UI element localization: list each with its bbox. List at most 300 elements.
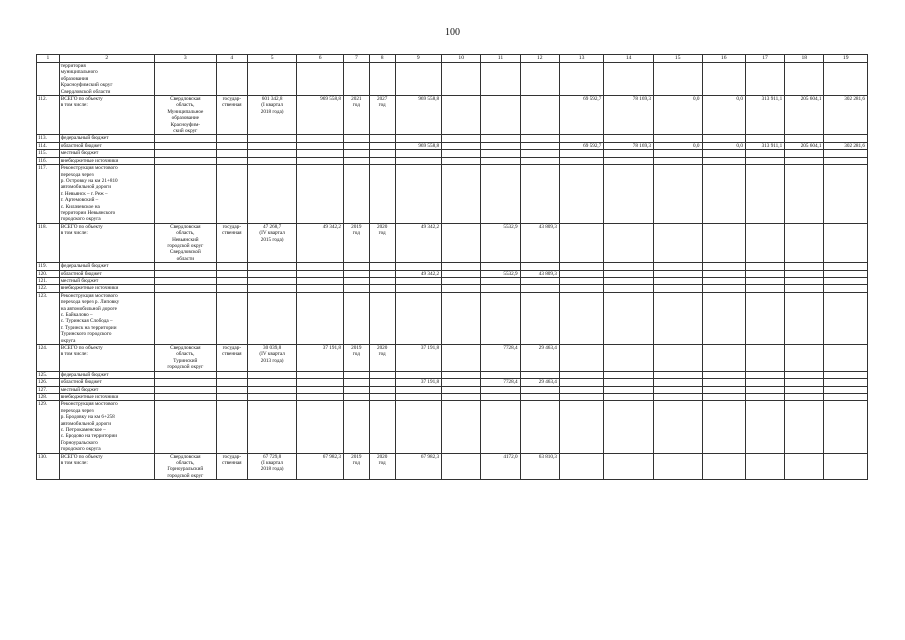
table-cell-c11	[481, 63, 520, 96]
table-cell-c16	[702, 223, 745, 262]
table-cell-n: 124.	[37, 345, 60, 372]
table-cell-c12	[520, 401, 559, 453]
table-cell-c17	[745, 270, 784, 277]
table-cell-c19	[824, 453, 868, 480]
table-cell-c3	[154, 165, 216, 224]
table-cell-c3	[154, 135, 216, 142]
table-cell-c14	[604, 393, 654, 400]
table-cell-c17	[745, 401, 784, 453]
table-cell-c12	[520, 96, 559, 135]
table-header-row	[37, 55, 868, 63]
table-cell-c12: 63 810,3	[520, 453, 559, 480]
table-cell-c9: 37 191,8	[395, 379, 442, 386]
table-cell-c8	[369, 278, 395, 285]
table-cell-c17	[745, 165, 784, 224]
table-cell-c8	[369, 157, 395, 164]
table-cell-c8	[369, 135, 395, 142]
table-row	[37, 285, 868, 292]
table-cell-c14	[604, 263, 654, 270]
table-cell-c18	[785, 165, 824, 224]
table-cell-c5: 47 268,7 (IV квартал 2015 года)	[247, 223, 297, 262]
table-cell-c14	[604, 223, 654, 262]
table-cell-c18	[785, 157, 824, 164]
table-cell-c18	[785, 278, 824, 285]
table-cell-name: территория муниципального образования Красноуфимский округ Свердловской области	[59, 63, 154, 96]
table-cell-name: ВСЕГО по объекту в том числе:	[59, 96, 154, 135]
table-cell-c10	[442, 453, 481, 480]
table-cell-c10	[442, 150, 481, 157]
table-cell-c11: 5532,9	[481, 223, 520, 262]
column-header: 17	[745, 55, 784, 63]
table-cell-c3: Свердловская область, Невьянский городской округ Свердловской области	[154, 223, 216, 262]
table-cell-c16	[702, 285, 745, 292]
table-cell-n: 116.	[37, 157, 60, 164]
table-cell-c14	[604, 157, 654, 164]
table-cell-c16	[702, 371, 745, 378]
table-cell-c4	[216, 150, 247, 157]
table-cell-c4	[216, 379, 247, 386]
table-cell-c13	[559, 292, 603, 344]
table-cell-c5	[247, 379, 297, 386]
table-cell-c18	[785, 263, 824, 270]
table-cell-c12	[520, 263, 559, 270]
table-cell-c3	[154, 270, 216, 277]
table-cell-c5	[247, 150, 297, 157]
table-cell-c15: 0,0	[653, 96, 702, 135]
table-cell-c12	[520, 292, 559, 344]
page-number: 100	[445, 27, 460, 38]
table-cell-c16	[702, 135, 745, 142]
table-cell-c4	[216, 401, 247, 453]
table-cell-c3	[154, 150, 216, 157]
table-cell-c8: 2020 год	[369, 345, 395, 372]
table-cell-c15	[653, 401, 702, 453]
column-header: 6	[297, 55, 344, 63]
table-cell-n: 113.	[37, 135, 60, 142]
column-header: 14	[604, 55, 654, 63]
table-cell-c6: 67 982,3	[297, 453, 344, 480]
table-cell-c13	[559, 165, 603, 224]
table-cell-c6	[297, 270, 344, 277]
table-cell-c10	[442, 345, 481, 372]
table-cell-c7: 2019 год	[343, 223, 369, 262]
table-cell-name: внебюджетные источники	[59, 393, 154, 400]
table-cell-c5	[247, 401, 297, 453]
table-cell-c11	[481, 292, 520, 344]
table-cell-c11	[481, 135, 520, 142]
table-cell-n: 118.	[37, 223, 60, 262]
column-header: 5	[247, 55, 297, 63]
table-cell-c7	[343, 371, 369, 378]
table-cell-c9: 49 342,2	[395, 270, 442, 277]
table-row	[37, 401, 868, 453]
table-cell-c15	[653, 285, 702, 292]
table-cell-c12	[520, 285, 559, 292]
table-cell-c11	[481, 165, 520, 224]
table-row	[37, 150, 868, 157]
table-cell-c14	[604, 150, 654, 157]
table-cell-c17	[745, 223, 784, 262]
table-cell-c19	[824, 165, 868, 224]
table-cell-c12	[520, 142, 559, 149]
table-cell-name: местный бюджет	[59, 150, 154, 157]
table-cell-c15	[653, 150, 702, 157]
table-cell-c11: 4172,0	[481, 453, 520, 480]
table-cell-c16	[702, 165, 745, 224]
table-cell-c17	[745, 157, 784, 164]
table-cell-c14: 78 169,3	[604, 142, 654, 149]
table-cell-c13	[559, 270, 603, 277]
table-cell-c5: 601 342,8 (I квартал 2018 года)	[247, 96, 297, 135]
table-cell-c4	[216, 157, 247, 164]
table-cell-c7	[343, 263, 369, 270]
table-cell-c14	[604, 386, 654, 393]
table-row	[37, 165, 868, 224]
table-cell-c15	[653, 292, 702, 344]
table-cell-c18	[785, 270, 824, 277]
table-cell-n: 115.	[37, 150, 60, 157]
table-cell-c3	[154, 278, 216, 285]
table-cell-c8: 2020 год	[369, 453, 395, 480]
table-cell-c5: 30 039,8 (IV квартал 2013 года)	[247, 345, 297, 372]
table-cell-c6	[297, 165, 344, 224]
table-cell-c8	[369, 63, 395, 96]
table-cell-n: 123.	[37, 292, 60, 344]
table-cell-n: 120.	[37, 270, 60, 277]
table-cell-c4: государ- ственная	[216, 96, 247, 135]
table-cell-c19	[824, 135, 868, 142]
table-cell-c19	[824, 270, 868, 277]
column-header: 8	[369, 55, 395, 63]
table-cell-c12	[520, 157, 559, 164]
table-cell-c11	[481, 157, 520, 164]
table-cell-c13	[559, 157, 603, 164]
table-cell-c9: 49 342,2	[395, 223, 442, 262]
table-cell-c11	[481, 386, 520, 393]
table-cell-c16: 0,0	[702, 96, 745, 135]
table-cell-c17	[745, 135, 784, 142]
table-cell-c18: 205 604,1	[785, 96, 824, 135]
table-cell-c10	[442, 401, 481, 453]
table-cell-n	[37, 63, 60, 96]
table-cell-c3	[154, 393, 216, 400]
table-cell-c8	[369, 371, 395, 378]
table-cell-c6: 37 191,8	[297, 345, 344, 372]
table-cell-c19: 302 281,6	[824, 142, 868, 149]
table-cell-c19	[824, 386, 868, 393]
table-cell-c8	[369, 292, 395, 344]
table-cell-c13	[559, 150, 603, 157]
table-cell-c12: 29 463,4	[520, 379, 559, 386]
table-cell-name: федеральный бюджет	[59, 263, 154, 270]
table-cell-c15	[653, 278, 702, 285]
table-cell-c18	[785, 453, 824, 480]
table-cell-c19	[824, 292, 868, 344]
table-cell-c14	[604, 292, 654, 344]
column-header: 2	[59, 55, 154, 63]
table-cell-c14	[604, 371, 654, 378]
table-cell-c7	[343, 292, 369, 344]
table-cell-c10	[442, 63, 481, 96]
table-cell-c7: 2021 год	[343, 96, 369, 135]
table-cell-c15	[653, 453, 702, 480]
table-cell-c17	[745, 453, 784, 480]
column-header: 16	[702, 55, 745, 63]
table-cell-c4	[216, 292, 247, 344]
table-cell-c12	[520, 278, 559, 285]
table-cell-c5	[247, 135, 297, 142]
table-cell-c11	[481, 96, 520, 135]
table-cell-c17	[745, 285, 784, 292]
table-cell-c3	[154, 292, 216, 344]
table-cell-c18	[785, 371, 824, 378]
table-cell-c16	[702, 278, 745, 285]
table-cell-n: 117.	[37, 165, 60, 224]
table-cell-c13	[559, 453, 603, 480]
table-cell-name: Реконструкция мостового перехода через р. Островку на км 21+810 автомобильной дороги г. Невьянск – г. Реж – г. Артемовский – с. Килачевское на территории Невьянского городского округа	[59, 165, 154, 224]
table-cell-name: федеральный бюджет	[59, 371, 154, 378]
table-cell-c17	[745, 263, 784, 270]
table-cell-c3: Свердловская область, Муниципальное образование Красноуфим- ский округ	[154, 96, 216, 135]
table-cell-c12: 43 809,3	[520, 223, 559, 262]
table-cell-c6	[297, 263, 344, 270]
table-cell-c6	[297, 285, 344, 292]
table-cell-c6	[297, 150, 344, 157]
table-cell-c9: 67 982,3	[395, 453, 442, 480]
table-cell-c9	[395, 371, 442, 378]
table-cell-c11	[481, 150, 520, 157]
table-cell-c14	[604, 270, 654, 277]
table-cell-c13	[559, 263, 603, 270]
table-cell-c3	[154, 285, 216, 292]
table-cell-c7	[343, 270, 369, 277]
table-cell-c19	[824, 345, 868, 372]
table-cell-c8: 2020 год	[369, 223, 395, 262]
table-cell-name: местный бюджет	[59, 386, 154, 393]
table-cell-c8	[369, 270, 395, 277]
table-cell-c14	[604, 135, 654, 142]
table-cell-c19	[824, 401, 868, 453]
table-cell-c19	[824, 371, 868, 378]
table-cell-c10	[442, 142, 481, 149]
table-cell-c7	[343, 165, 369, 224]
table-cell-c6	[297, 135, 344, 142]
table-cell-name: внебюджетные источники	[59, 157, 154, 164]
table-cell-c15	[653, 386, 702, 393]
table-cell-n: 119.	[37, 263, 60, 270]
table-cell-c17	[745, 393, 784, 400]
table-cell-c17: 313 911,1	[745, 142, 784, 149]
table-cell-c19	[824, 379, 868, 386]
table-cell-c7	[343, 401, 369, 453]
table-cell-c7	[343, 278, 369, 285]
table-cell-n: 122.	[37, 285, 60, 292]
table-cell-c16	[702, 270, 745, 277]
column-header: 1	[37, 55, 60, 63]
table-cell-c5	[247, 165, 297, 224]
table-cell-c19	[824, 63, 868, 96]
table-cell-c14	[604, 453, 654, 480]
table-cell-c14	[604, 165, 654, 224]
table-cell-c3	[154, 401, 216, 453]
table-cell-c8	[369, 285, 395, 292]
table-cell-c16	[702, 379, 745, 386]
table-cell-c17	[745, 386, 784, 393]
column-header: 10	[442, 55, 481, 63]
table-cell-c7	[343, 157, 369, 164]
table-cell-c13	[559, 63, 603, 96]
table-cell-c10	[442, 263, 481, 270]
table-cell-c15	[653, 223, 702, 262]
table-cell-c9	[395, 285, 442, 292]
table-cell-n: 129.	[37, 401, 60, 453]
table-cell-c4	[216, 270, 247, 277]
table-cell-c15	[653, 371, 702, 378]
table-cell-c19	[824, 393, 868, 400]
table-cell-c9	[395, 401, 442, 453]
table-cell-c8	[369, 165, 395, 224]
column-header: 4	[216, 55, 247, 63]
table-cell-c10	[442, 157, 481, 164]
table-cell-c4	[216, 386, 247, 393]
table-cell-c10	[442, 285, 481, 292]
table-row	[37, 142, 868, 149]
table-cell-c11	[481, 142, 520, 149]
table-cell-name: ВСЕГО по объекту в том числе:	[59, 223, 154, 262]
table-cell-c9	[395, 63, 442, 96]
table-cell-c15	[653, 165, 702, 224]
table-row	[37, 379, 868, 386]
table-row	[37, 393, 868, 400]
table-cell-n: 128.	[37, 393, 60, 400]
table-cell-c14: 78 169,3	[604, 96, 654, 135]
table-cell-n: 130.	[37, 453, 60, 480]
budget-table	[36, 54, 868, 480]
table-cell-c13	[559, 345, 603, 372]
table-cell-c6	[297, 386, 344, 393]
table-cell-c17	[745, 345, 784, 372]
table-cell-name: Реконструкция мостового перехода через р. Бродовку на км 6+258 автомобильной дороги с. Петрокаменское – с. Бродово на территории Горноуральского городского округа	[59, 401, 154, 453]
table-cell-name: федеральный бюджет	[59, 135, 154, 142]
table-cell-c10	[442, 371, 481, 378]
table-cell-c18	[785, 150, 824, 157]
column-header: 3	[154, 55, 216, 63]
table-cell-c19	[824, 278, 868, 285]
table-cell-c9	[395, 150, 442, 157]
table-cell-c17	[745, 371, 784, 378]
table-cell-c9	[395, 263, 442, 270]
table-cell-c8	[369, 401, 395, 453]
table-cell-c18	[785, 401, 824, 453]
table-cell-c15	[653, 157, 702, 164]
table-cell-c8	[369, 379, 395, 386]
table-cell-c18	[785, 386, 824, 393]
table-cell-c9	[395, 292, 442, 344]
table-cell-c12: 43 809,3	[520, 270, 559, 277]
table-row	[37, 371, 868, 378]
table-cell-c6	[297, 292, 344, 344]
table-cell-c16	[702, 292, 745, 344]
table-cell-name: областной бюджет	[59, 270, 154, 277]
table-cell-c10	[442, 135, 481, 142]
table-row	[37, 453, 868, 480]
table-cell-c13	[559, 278, 603, 285]
table-cell-c3	[154, 142, 216, 149]
table-cell-c16	[702, 401, 745, 453]
table-cell-c8	[369, 393, 395, 400]
table-cell-c3	[154, 371, 216, 378]
table-cell-c5	[247, 142, 297, 149]
table-cell-c7: 2019 год	[343, 453, 369, 480]
table-cell-c9: 969 558,8	[395, 96, 442, 135]
table-cell-n: 127.	[37, 386, 60, 393]
column-header: 19	[824, 55, 868, 63]
table-cell-c12	[520, 371, 559, 378]
table-cell-c4	[216, 263, 247, 270]
table-cell-c7	[343, 63, 369, 96]
table-cell-c8	[369, 263, 395, 270]
table-cell-name: внебюджетные источники	[59, 285, 154, 292]
table-cell-c15: 0,0	[653, 142, 702, 149]
table-cell-c7	[343, 393, 369, 400]
table-row	[37, 263, 868, 270]
column-header: 9	[395, 55, 442, 63]
table-cell-n: 121.	[37, 278, 60, 285]
table-cell-c9	[395, 278, 442, 285]
table-cell-name: областной бюджет	[59, 379, 154, 386]
table-cell-c15	[653, 379, 702, 386]
table-cell-c3	[154, 63, 216, 96]
table-cell-c15	[653, 393, 702, 400]
table-cell-c7	[343, 379, 369, 386]
table-cell-c3: Свердловская область, Туринский городской округ	[154, 345, 216, 372]
table-cell-c6	[297, 142, 344, 149]
table-cell-c15	[653, 135, 702, 142]
table-row	[37, 135, 868, 142]
table-row	[37, 278, 868, 285]
table-row	[37, 157, 868, 164]
table-cell-c5	[247, 371, 297, 378]
table-cell-c17	[745, 292, 784, 344]
table-cell-c4: государ- ственная	[216, 345, 247, 372]
table-cell-c4	[216, 165, 247, 224]
table-cell-c19	[824, 157, 868, 164]
table-cell-c8	[369, 142, 395, 149]
table-cell-c18	[785, 285, 824, 292]
column-header: 7	[343, 55, 369, 63]
table-row	[37, 63, 868, 96]
table-cell-n: 114.	[37, 142, 60, 149]
table-cell-c16: 0,0	[702, 142, 745, 149]
table-cell-c14	[604, 278, 654, 285]
table-cell-c17	[745, 150, 784, 157]
table-cell-c13: 69 592,7	[559, 142, 603, 149]
table-cell-c3	[154, 379, 216, 386]
table-cell-name: Реконструкция мостового перехода через р. Липовку на автомобильной дороге с. Байкалово – с. Туринская Слобода – г. Туринск на территории Туринского городского округа	[59, 292, 154, 344]
column-header: 11	[481, 55, 520, 63]
table-cell-c11: 5532,9	[481, 270, 520, 277]
table-cell-c7	[343, 142, 369, 149]
table-cell-c15	[653, 263, 702, 270]
table-cell-c11	[481, 371, 520, 378]
table-cell-c3: Свердловская область, Горноуральский городской округ	[154, 453, 216, 480]
table-cell-c16	[702, 345, 745, 372]
table-cell-n: 125.	[37, 371, 60, 378]
table-cell-c12	[520, 393, 559, 400]
table-cell-c10	[442, 386, 481, 393]
table-row	[37, 223, 868, 262]
table-cell-c3	[154, 157, 216, 164]
